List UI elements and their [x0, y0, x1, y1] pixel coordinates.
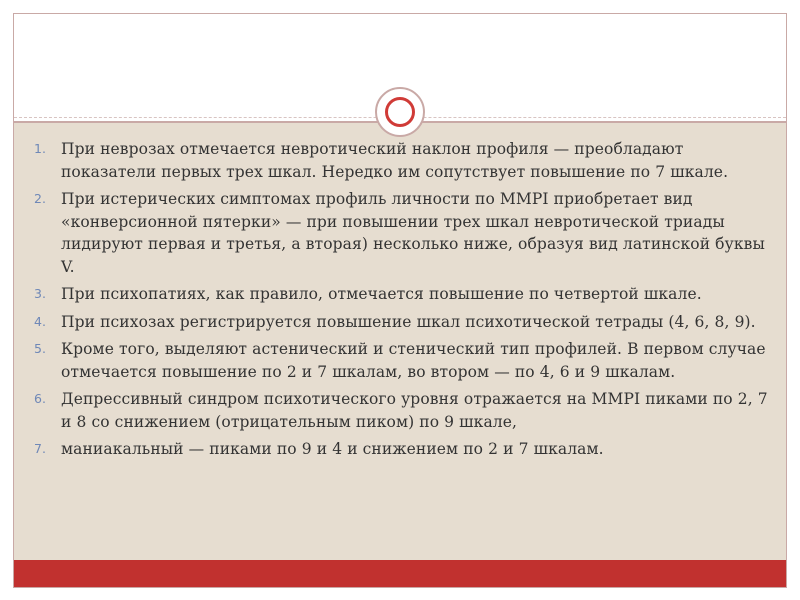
slide — [13, 13, 787, 588]
list-item-text: При психопатиях, как правило, отмечается повышение по четвертой шкале. — [61, 285, 702, 303]
list-number: 1. — [34, 141, 47, 156]
list-item — [28, 188, 768, 278]
slide-content — [28, 138, 768, 466]
footer-bar — [14, 560, 786, 587]
list-number: 7. — [34, 441, 47, 456]
numbered-list — [28, 138, 768, 461]
list-number: 5. — [34, 341, 47, 356]
list-number: 6. — [34, 391, 47, 406]
list-item-text: При психозах регистрируется повышение шкал психотической тетрады (4, 6, 8, 9). — [61, 312, 756, 331]
list-item-text: При истерических симптомах профиль личности по MMPI приобретает вид «конверсионной пятерки» — при повышении трех шкал невротической триады лидируют первая и третья, а вторая) несколько ниже, образуя вид латинской буквы V. — [61, 190, 765, 276]
list-item — [28, 338, 768, 383]
list-item-text: Депрессивный синдром психотического уровня отражается на MMPI пиками по 2, 7 и 8 со снижением (отрицательным пиком) по 9 шкале, — [61, 390, 768, 431]
list-item-text: Кроме того, выделяют астенический и стенический тип профилей. В первом случае отмечается повышение по 2 и 7 шкалам, во втором — по 4, 6 и 9 шкалам. — [61, 340, 766, 381]
red-ring-icon — [385, 97, 415, 127]
list-item-text: маниакальный — пиками по 9 и 4 и снижением по 2 и 7 шкалам. — [61, 440, 604, 458]
list-item — [28, 138, 768, 183]
list-item-text: При неврозах отмечается невротический наклон профиля — преобладают показатели первых трех шкал. Нередко им сопутствует повышение по 7 шкале. — [61, 140, 729, 181]
list-item — [28, 283, 768, 306]
list-item — [28, 438, 768, 461]
list-number: 3. — [34, 286, 47, 301]
list-item — [28, 388, 768, 433]
list-number: 2. — [34, 191, 47, 206]
circle-ornament-icon — [375, 87, 425, 137]
list-item — [28, 311, 768, 334]
list-number: 4. — [34, 313, 47, 329]
